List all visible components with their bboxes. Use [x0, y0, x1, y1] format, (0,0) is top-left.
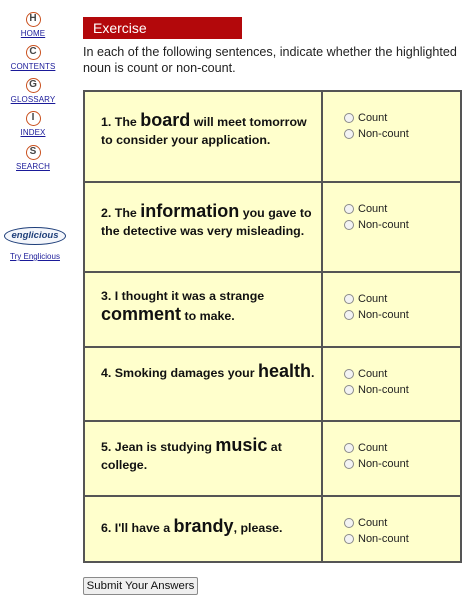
contents-icon: C	[26, 45, 41, 60]
nav-label-contents[interactable]: CONTENTS	[10, 62, 56, 71]
question-text	[85, 422, 321, 474]
submit-answers-button[interactable]: Submit Your Answers	[83, 577, 198, 595]
question-row-5	[84, 421, 461, 496]
question-cell	[84, 91, 322, 182]
highlighted-noun: health	[258, 361, 312, 381]
option-count[interactable]	[344, 201, 460, 217]
non-count-radio[interactable]	[344, 220, 354, 230]
count-radio[interactable]	[344, 443, 354, 453]
highlighted-noun: board	[140, 110, 191, 130]
count-radio[interactable]	[344, 294, 354, 304]
non-count-label: Non-count	[358, 533, 409, 545]
highlighted-noun: information	[140, 201, 240, 221]
question-text	[85, 273, 321, 325]
option-count[interactable]	[344, 110, 460, 126]
question-text	[85, 183, 321, 240]
question-post-text: you gave to the detective was very misleading.	[101, 206, 312, 238]
question-row-1	[84, 91, 461, 182]
option-non-count[interactable]	[344, 456, 460, 472]
search-icon: S	[26, 145, 41, 160]
question-row-4	[84, 347, 461, 421]
nav-item-index[interactable]	[0, 111, 66, 137]
count-radio[interactable]	[344, 369, 354, 379]
options-cell	[322, 91, 461, 182]
index-icon: I	[26, 111, 41, 126]
option-non-count[interactable]	[344, 307, 460, 323]
count-label: Count	[358, 442, 388, 454]
instructions-text: In each of the following sentences, indicate whether the highlighted noun is count or non-count.	[83, 45, 457, 75]
non-count-radio[interactable]	[344, 310, 354, 320]
question-number: 2.	[101, 206, 112, 220]
question-number: 1.	[101, 115, 112, 129]
nav-label-glossary[interactable]: GLOSSARY	[10, 95, 56, 104]
non-count-radio[interactable]	[344, 129, 354, 139]
count-label: Count	[358, 517, 388, 529]
glossary-icon: G	[26, 78, 41, 93]
non-count-label: Non-count	[358, 128, 409, 140]
option-non-count[interactable]	[344, 531, 460, 547]
question-number: 4.	[101, 366, 112, 380]
question-pre-text: The	[114, 115, 141, 129]
question-cell	[84, 347, 322, 421]
question-post-text: to make.	[181, 309, 235, 323]
question-pre-text: Jean is studying	[114, 440, 216, 454]
question-pre-text: I'll have a	[114, 521, 174, 535]
nav-item-glossary[interactable]	[0, 78, 66, 104]
count-label: Count	[358, 293, 388, 305]
count-label: Count	[358, 112, 388, 124]
nav-label-search[interactable]: SEARCH	[16, 162, 50, 171]
highlighted-noun: comment	[101, 304, 182, 324]
englicious-logo[interactable]: englicious	[4, 227, 66, 245]
question-row-6	[84, 496, 461, 562]
highlighted-noun: brandy	[173, 516, 234, 536]
nav-label-home[interactable]: HOME	[20, 29, 46, 38]
exercise-title: Exercise	[83, 17, 242, 39]
count-radio[interactable]	[344, 204, 354, 214]
non-count-label: Non-count	[358, 458, 409, 470]
option-count[interactable]	[344, 515, 460, 531]
option-non-count[interactable]	[344, 126, 460, 142]
question-pre-text: I thought it was a strange	[114, 289, 265, 303]
non-count-label: Non-count	[358, 309, 409, 321]
nav-item-search[interactable]	[0, 145, 66, 171]
question-text	[85, 497, 321, 537]
non-count-radio[interactable]	[344, 534, 354, 544]
question-row-3	[84, 272, 461, 347]
question-cell	[84, 272, 322, 347]
count-radio[interactable]	[344, 518, 354, 528]
question-cell	[84, 496, 322, 562]
question-number: 3.	[101, 289, 112, 303]
question-cell	[84, 421, 322, 496]
non-count-radio[interactable]	[344, 459, 354, 469]
question-cell	[84, 182, 322, 272]
highlighted-noun: music	[215, 435, 268, 455]
question-post-text: will meet tomorrow to consider your application.	[101, 115, 307, 147]
question-number: 5.	[101, 440, 112, 454]
option-count[interactable]	[344, 440, 460, 456]
question-row-2	[84, 182, 461, 272]
nav-label-index[interactable]: INDEX	[20, 128, 46, 137]
options-cell	[322, 347, 461, 421]
question-text	[85, 348, 321, 382]
count-label: Count	[358, 203, 388, 215]
option-count[interactable]	[344, 366, 460, 382]
question-post-text: .	[311, 366, 315, 380]
question-pre-text: The	[114, 206, 141, 220]
question-post-text: at college.	[101, 440, 282, 472]
question-post-text: , please.	[233, 521, 283, 535]
question-number: 6.	[101, 521, 112, 535]
options-cell	[322, 272, 461, 347]
question-text	[85, 92, 321, 149]
non-count-label: Non-count	[358, 219, 409, 231]
count-label: Count	[358, 368, 388, 380]
options-cell	[322, 421, 461, 496]
options-cell	[322, 496, 461, 562]
nav-item-home[interactable]	[0, 12, 66, 38]
option-non-count[interactable]	[344, 382, 460, 398]
home-icon: H	[26, 12, 41, 27]
question-pre-text: Smoking damages your	[114, 366, 259, 380]
option-count[interactable]	[344, 291, 460, 307]
non-count-label: Non-count	[358, 384, 409, 396]
nav-item-contents[interactable]	[0, 45, 66, 71]
try-englicious-link[interactable]: Try Englicious	[10, 252, 60, 261]
non-count-radio[interactable]	[344, 385, 354, 395]
option-non-count[interactable]	[344, 217, 460, 233]
options-cell	[322, 182, 461, 272]
exercise-table	[83, 90, 462, 563]
count-radio[interactable]	[344, 113, 354, 123]
